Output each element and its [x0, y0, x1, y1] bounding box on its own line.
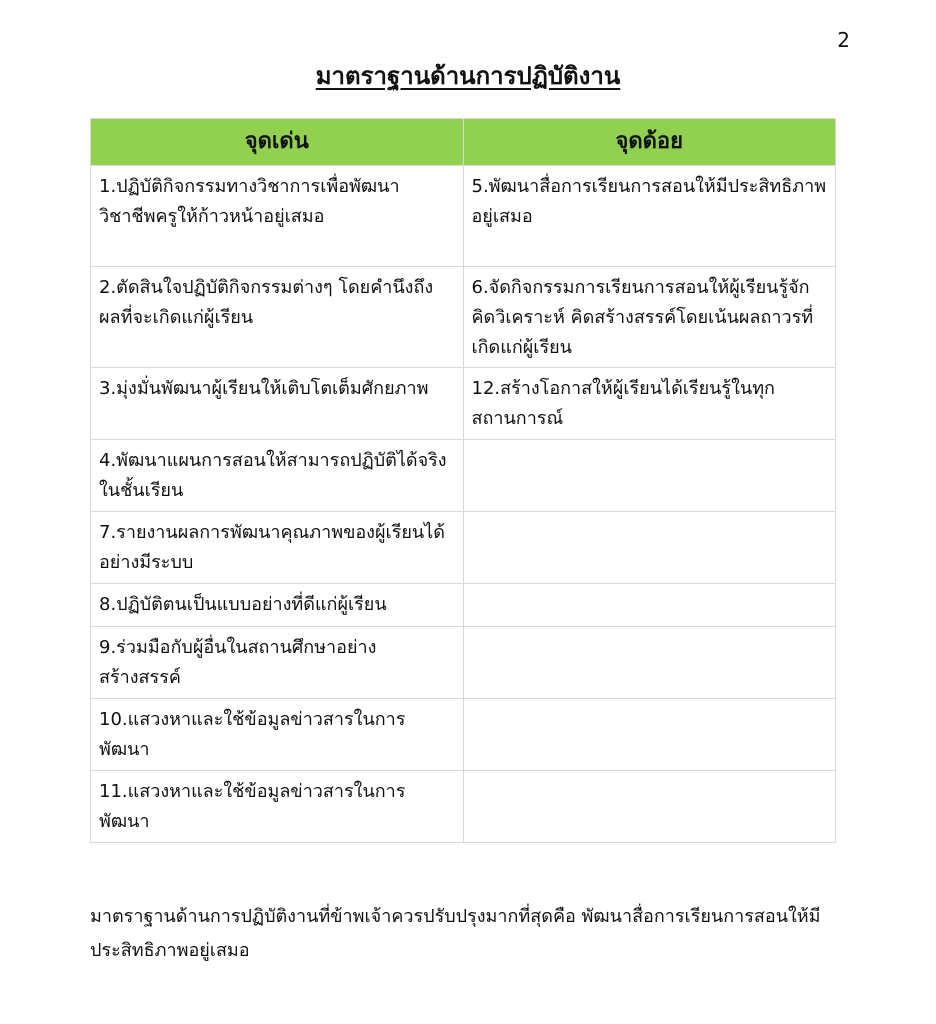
weakness-cell	[463, 440, 836, 512]
weakness-cell: 12.สร้างโอกาสให้ผู้เรียนได้เรียนรู้ในทุกสถานการณ์	[463, 368, 836, 440]
weakness-cell: 5.พัฒนาสื่อการเรียนการสอนให้มีประสิทธิภาพอยู่เสมอ	[463, 166, 836, 267]
weakness-cell	[463, 512, 836, 584]
table-row	[91, 166, 836, 267]
table-header-row	[91, 119, 836, 166]
page-number: 2	[837, 28, 850, 52]
weakness-cell	[463, 627, 836, 699]
table-row	[91, 368, 836, 440]
table-row	[91, 512, 836, 584]
summary-text: มาตราฐานด้านการปฏิบัติงานที่ข้าพเจ้าควรปรับปรุงมากที่สุดคือ พัฒนาสื่อการเรียนการสอนให้มีประสิทธิภาพอยู่เสมอ	[90, 906, 821, 961]
weakness-cell: 6.จัดกิจกรรมการเรียนการสอนให้ผู้เรียนรู้จักคิดวิเคราะห์ คิดสร้างสรรค์โดยเน้นผลถาวรที่เกิดแก่ผู้เรียน	[463, 267, 836, 368]
strength-cell: 8.ปฏิบัติตนเป็นแบบอย่างที่ดีแก่ผู้เรียน	[91, 584, 464, 627]
table-row	[91, 584, 836, 627]
header-strengths: จุดเด่น	[91, 119, 464, 166]
weakness-cell	[463, 584, 836, 627]
weakness-cell	[463, 771, 836, 843]
table-row	[91, 440, 836, 512]
strength-cell: 1.ปฏิบัติกิจกรรมทางวิชาการเพื่อพัฒนาวิชาชีพครูให้ก้าวหน้าอยู่เสมอ	[91, 166, 464, 267]
table-row	[91, 627, 836, 699]
page-title: มาตราฐานด้านการปฏิบัติงาน	[315, 62, 621, 90]
strength-cell: 11.แสวงหาและใช้ข้อมูลข่าวสารในการพัฒนา	[91, 771, 464, 843]
standards-table	[90, 118, 836, 843]
table-row	[91, 699, 836, 771]
strength-cell: 2.ตัดสินใจปฏิบัติกิจกรรมต่างๆ โดยคำนึงถึงผลที่จะเกิดแก่ผู้เรียน	[91, 267, 464, 368]
strength-cell: 7.รายงานผลการพัฒนาคุณภาพของผู้เรียนได้อย่างมีระบบ	[91, 512, 464, 584]
table-row	[91, 771, 836, 843]
strength-cell: 10.แสวงหาและใช้ข้อมูลข่าวสารในการพัฒนา	[91, 699, 464, 771]
header-weaknesses: จุดด้อย	[463, 119, 836, 166]
strength-cell: 4.พัฒนาแผนการสอนให้สามารถปฏิบัติได้จริงในชั้นเรียน	[91, 440, 464, 512]
strength-cell: 3.มุ่งมั่นพัฒนาผู้เรียนให้เติบโตเต็มศักยภาพ	[91, 368, 464, 440]
table-row	[91, 267, 836, 368]
strength-cell: 9.ร่วมมือกับผู้อื่นในสถานศึกษาอย่างสร้างสรรค์	[91, 627, 464, 699]
weakness-cell	[463, 699, 836, 771]
